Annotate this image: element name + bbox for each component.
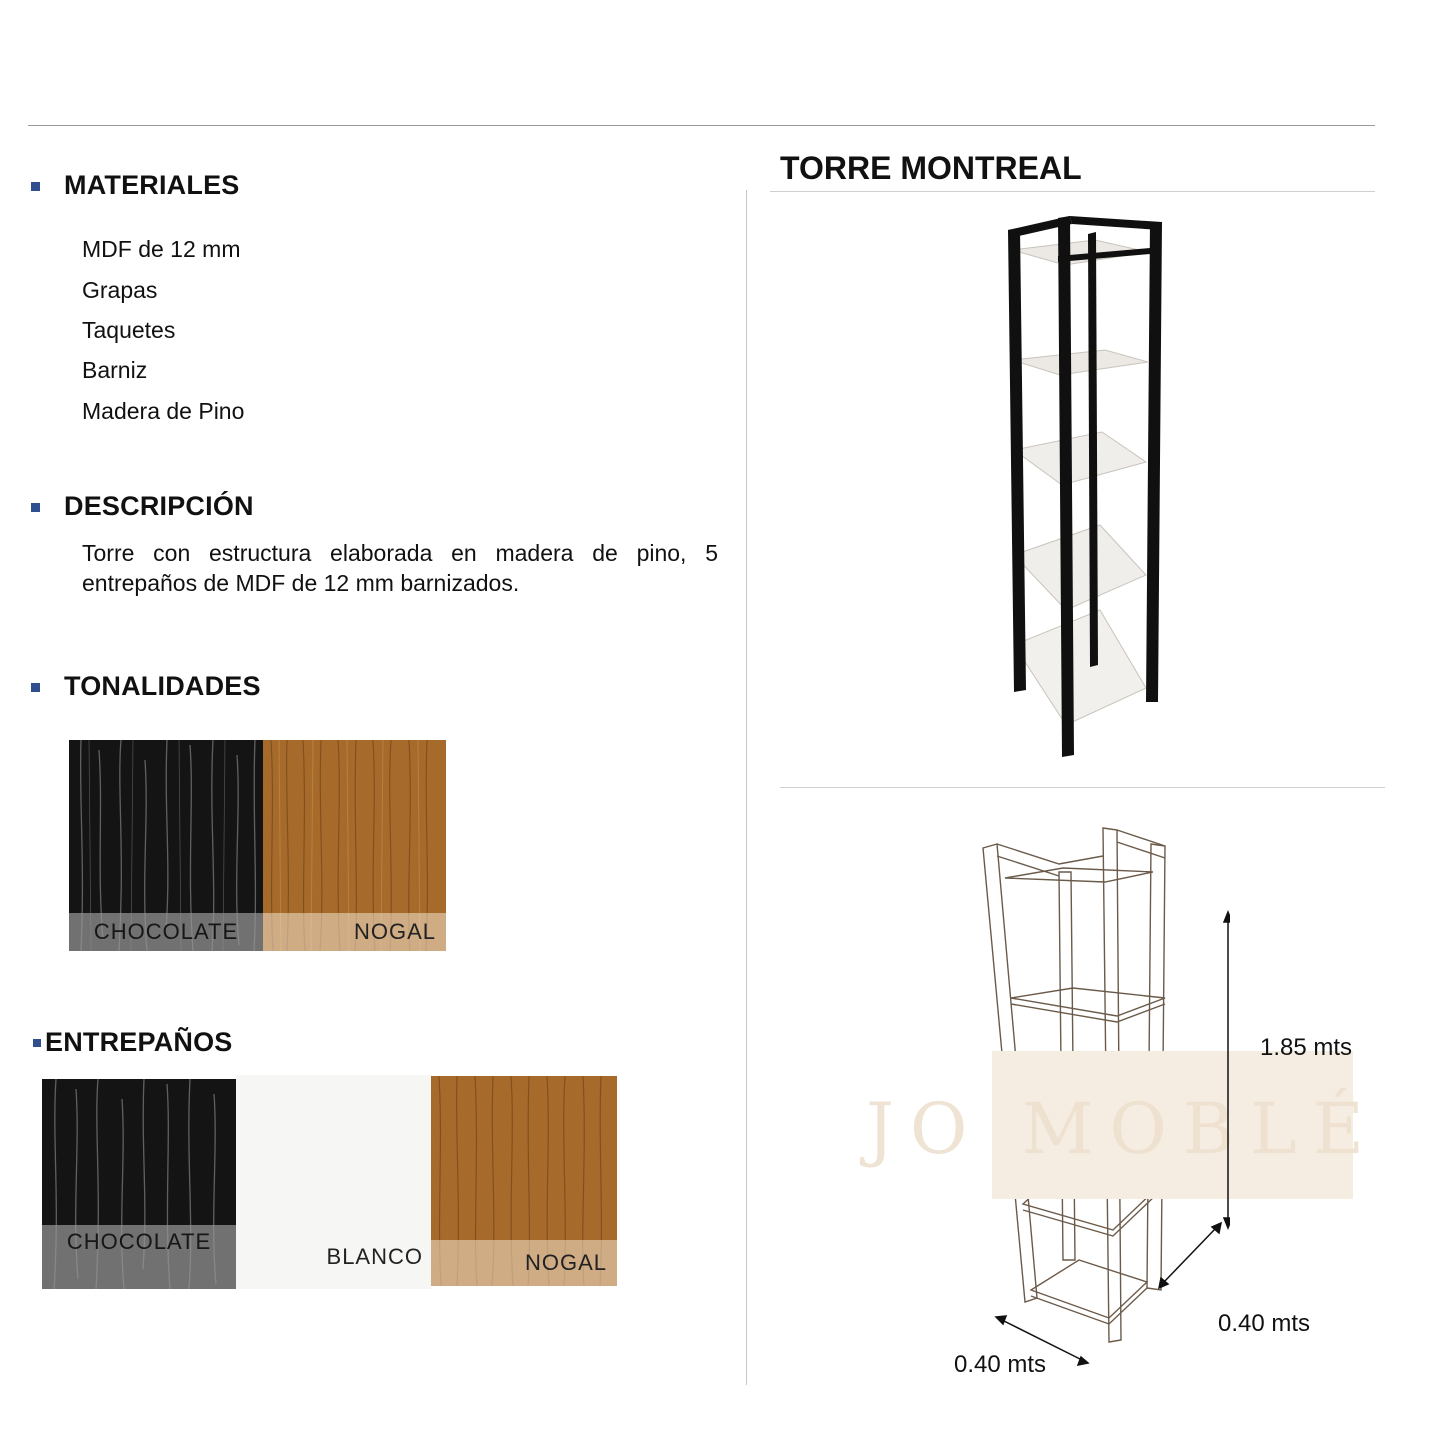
watermark-logo: JO MOBLÉ bbox=[866, 1088, 1380, 1170]
material-item: Grapas bbox=[82, 277, 158, 303]
swatch-chocolate bbox=[42, 1079, 236, 1289]
swatch-label: NOGAL bbox=[263, 913, 446, 951]
swatch-label: BLANCO bbox=[326, 1244, 423, 1269]
tonalidades-bullet bbox=[31, 683, 40, 692]
shelves bbox=[1012, 240, 1148, 725]
materiales-heading: MATERIALES bbox=[64, 170, 240, 200]
top-divider bbox=[28, 125, 1375, 126]
swatch-label: CHOCOLATE bbox=[69, 913, 263, 951]
materiales-bullet bbox=[31, 182, 40, 191]
swatch-nogal bbox=[431, 1076, 617, 1286]
entrepanos-heading: ENTREPAÑOS bbox=[45, 1027, 233, 1057]
swatch-label: CHOCOLATE bbox=[42, 1225, 236, 1289]
height-label: 1.85 mts bbox=[1260, 1034, 1353, 1061]
swatch-label: NOGAL bbox=[431, 1240, 617, 1286]
material-item: Barniz bbox=[82, 357, 148, 383]
descripcion-bullet bbox=[31, 503, 40, 512]
image-divider bbox=[780, 787, 1385, 788]
tonalidades-heading: TONALIDADES bbox=[64, 671, 261, 701]
dimension-arrows bbox=[950, 900, 1230, 1370]
material-item: Taquetes bbox=[82, 317, 176, 343]
product-title: TORRE MONTREAL bbox=[780, 150, 1082, 186]
material-item: Madera de Pino bbox=[82, 398, 245, 424]
swatch-chocolate bbox=[69, 740, 263, 951]
descripcion-heading: DESCRIPCIÓN bbox=[64, 491, 254, 521]
width-arrow bbox=[1164, 1228, 1216, 1282]
depth-label: 0.40 mts bbox=[954, 1351, 1047, 1378]
swatch-blanco bbox=[236, 1075, 431, 1289]
width-label: 0.40 mts bbox=[1218, 1310, 1311, 1337]
product-photo bbox=[990, 210, 1180, 765]
material-item: MDF de 12 mm bbox=[82, 236, 241, 262]
column-divider bbox=[746, 190, 747, 1385]
entrepanos-bullet bbox=[33, 1039, 41, 1047]
swatch-nogal bbox=[263, 740, 446, 951]
title-underline bbox=[770, 191, 1375, 192]
descripcion-text: Torre con estructura elaborada en madera de pino, 5 entrepaños de MDF de 12 mm barnizados. bbox=[82, 540, 718, 596]
